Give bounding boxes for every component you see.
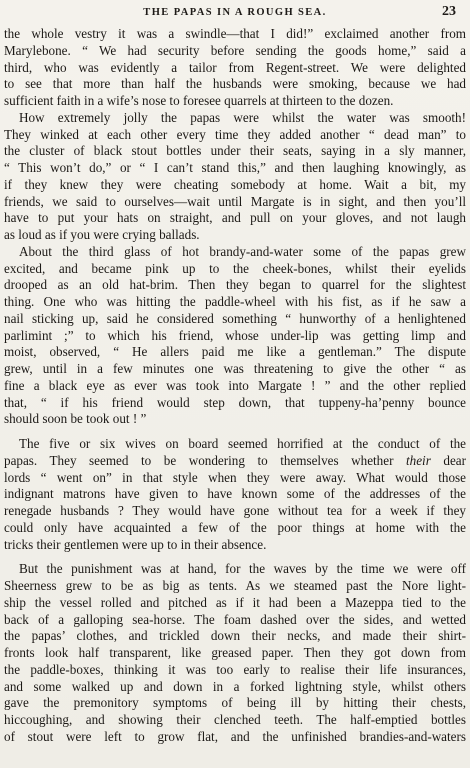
text-line: fronts look half transparent, like greased paper. Then they got down from [4, 645, 466, 660]
text-line: of stout were left to grow flat, and the unfinished brandies-and-waters [4, 728, 466, 744]
text-line: could only have acquainted a few of the poor things at home with the [4, 519, 466, 535]
text-line: the whole vestry it was a swindle—that I did!” exclaimed another from [4, 26, 466, 41]
text-line: The five or six wives on board seemed horrified at the conduct of the [19, 436, 466, 451]
text-line: the cluster of black stout bottles under their seats, saying in a sly manner, [4, 143, 466, 159]
text-line: thing. One who was hitting the paddle-wheel with his fist, as if he saw a [4, 294, 466, 309]
body-text [4, 26, 466, 746]
text-line: parlimint ;” to which his friend, whose under-lip was getting limp and [4, 327, 466, 343]
text-line: But the punishment was at hand, for the waves by the time we were off [19, 561, 466, 577]
text-line: excited, and became pink up to the cheek-bones, whilst their eyelids [4, 260, 466, 276]
text-line: “ This won’t do,” or “ I can’t stand this,” and then laughing knowingly, as [4, 160, 466, 175]
text-line: nail sticking up, said he considered something “ hunworthy of a henlightened [4, 310, 466, 326]
text-line: if they knew they were cheating somebody at home. Wait a bit, my [4, 176, 466, 192]
text-line: About the third glass of hot brandy-and-water some of the papas grew [19, 243, 466, 259]
text-line: should soon be took out ! ” [4, 411, 147, 427]
text-line: tricks their gentlemen were up to in their absence. [4, 536, 267, 552]
text-line: renegade husbands ? They would have gone without tea for a week if they [4, 503, 466, 518]
text-line: They winked at each other every time they added another “ dead man” to [4, 126, 466, 142]
text-line: friends, we said to ourselves—wait until Margate is in sight, and then you’ll [4, 193, 466, 209]
page-header [4, 4, 466, 22]
text-line: fine a black eye as ever was took into Margate ! ” and the other replied [4, 377, 466, 393]
text-line: moist, observed, “ He allers paid me like a gentleman.” The dispute [4, 344, 466, 360]
text-line: How extremely jolly the papas were whilst the water was smooth! [19, 109, 466, 125]
text-line: that, “ if his friend would step down, that tuppeny-ha’penny bounce [4, 394, 466, 410]
italic-emphasis: their [406, 452, 431, 468]
text-line: and some walked up and down in a forked lightning style, whilst others [4, 678, 466, 694]
text-line: drooped as an old hat-brim. Then they began to quarrel for the slightest [4, 277, 466, 293]
text-line: grew, until in a few minutes one was threatening to give the other “ as [4, 361, 466, 376]
text-line: as loud as if you were crying ballads. [4, 227, 200, 242]
text-line: Sheerness grew to be as big as tents. As we steamed past the Nore light- [4, 578, 466, 593]
text-line: ship the vessel rolled and pitched as if it had been a Mazeppa tied to the [4, 594, 466, 610]
text-line: the papas’ clothes, and trickled down their necks, and made their shirt- [4, 628, 466, 644]
text-line: the paddle-boxes, thinking it was too early to realise their life insurances, [4, 661, 466, 677]
text-line: Marylebone. “ We had security before sending the goods home,” said a [4, 42, 466, 58]
text-line: sufficient faith in a wife’s nose to foresee quarrels at thirteen to the dozen. [4, 93, 394, 108]
text-run: dear [430, 452, 466, 468]
text-line: hiccoughing, and showing their clenched teeth. The half-emptied bottles [4, 712, 466, 727]
running-head: THE PAPAS IN A ROUGH SEA. [143, 7, 327, 18]
text-line: third, who was evidently a tailor from Regent-street. We were delighted [4, 59, 466, 75]
page-number: 23 [442, 4, 456, 19]
text-line: back of a galloping sea-horse. The foam dashed over the sides, and wetted [4, 611, 466, 627]
text-line: indignant matrons have given to have known some of the addresses of the [4, 486, 466, 502]
text-line: to see that more than half the husbands were smoking, because we had [4, 76, 466, 92]
text-line: gave the premonitory symptoms of being ill by hitting their chests, [4, 695, 466, 711]
text-line: lords “ went on” in that style when they were away. What would those [4, 469, 466, 485]
text-line: have to put your hats on straight, and pull on your gloves, and not laugh [4, 210, 466, 226]
text-run: papas. They seemed to be wondering to themselves whether [4, 452, 406, 468]
text-line [4, 453, 466, 470]
